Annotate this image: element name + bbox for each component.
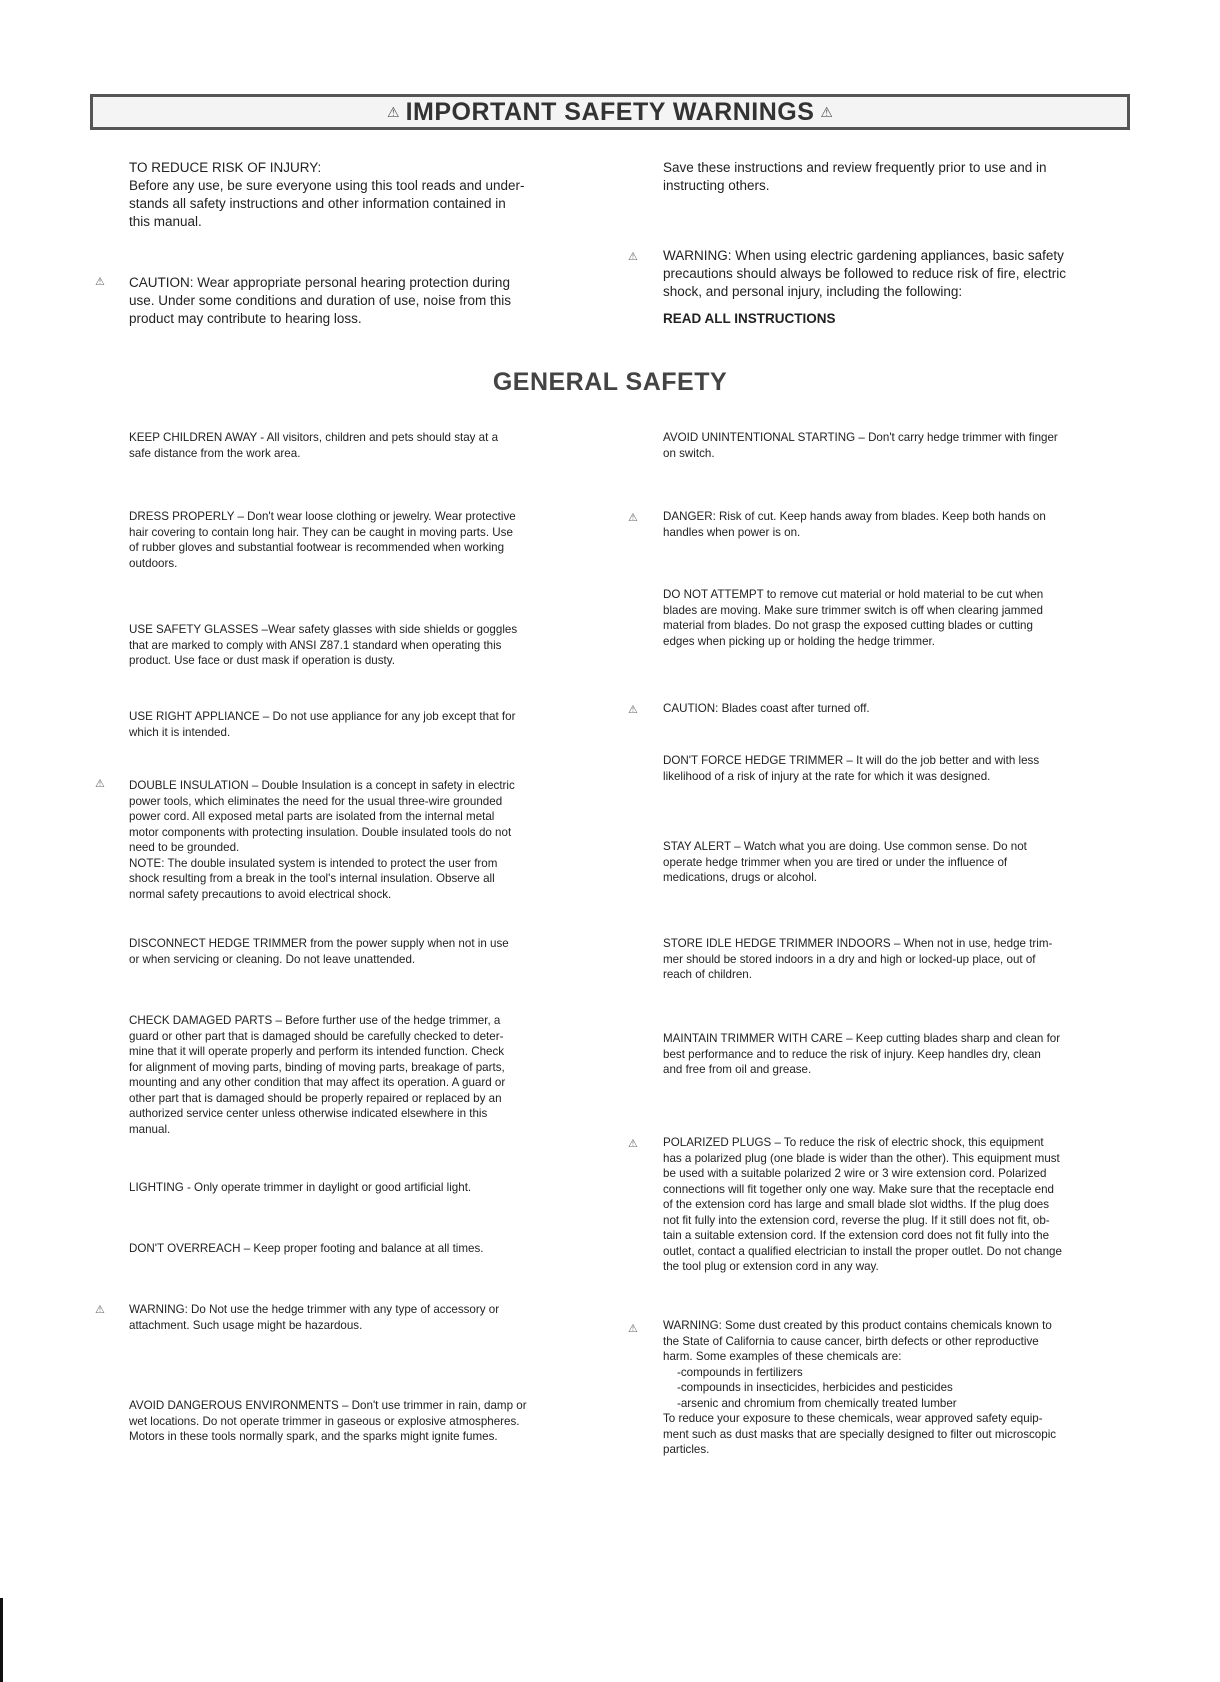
text-line: manual.: [129, 1122, 171, 1136]
text-line: connections will fit together only one way. Make sure that the receptacle end: [663, 1182, 1054, 1196]
text-line: LIGHTING - Only operate trimmer in daylight or good artificial light.: [129, 1181, 472, 1194]
dress-properly: [129, 509, 516, 571]
page-title: IMPORTANT SAFETY WARNINGS: [405, 97, 815, 126]
text-line: instructing others.: [663, 178, 770, 193]
section-title: GENERAL SAFETY: [492, 368, 728, 396]
text-line: has a polarized plug (one blade is wider than the other). This equipment must: [663, 1151, 1060, 1165]
text-line: need to be grounded.: [129, 841, 240, 854]
text-line: CHECK DAMAGED PARTS – Before further use of the hedge trimmer, a: [129, 1014, 501, 1027]
text-line: normal safety precautions to avoid electrical shock.: [129, 887, 392, 901]
text-line: NOTE: The double insulated system is intended to protect the user from: [129, 856, 498, 870]
list-item: -compounds in insecticides, herbicides and pesticides: [677, 1381, 953, 1394]
text-line: which it is intended.: [129, 725, 231, 739]
text-line: CAUTION: Wear appropriate personal hearing protection during: [129, 275, 510, 290]
text-line: DRESS PROPERLY – Don't wear loose clothing or jewelry. Wear protective: [129, 510, 516, 523]
lighting: [129, 1180, 471, 1196]
text-line: product. Use face or dust mask if operation is dusty.: [129, 654, 395, 667]
text-line: DISCONNECT HEDGE TRIMMER from the power supply when not in use: [129, 937, 509, 950]
text-line: DON'T FORCE HEDGE TRIMMER – It will do the job better and with less: [663, 754, 1040, 767]
warning-icon: ⚠: [628, 1323, 638, 1335]
text-line: power cord. All exposed metal parts are isolated from the internal metal: [129, 810, 495, 823]
text-line: To reduce your exposure to these chemicals, wear approved safety equip-: [663, 1412, 1043, 1425]
text-line: outlet, contact a qualified electrician to install the proper outlet. Do not change: [663, 1244, 1062, 1258]
text-line: be used with a suitable polarized 2 wire or 3 wire extension cord. Polarized: [663, 1167, 1047, 1180]
text-line: DO NOT ATTEMPT to remove cut material or hold material to be cut when: [663, 588, 1044, 601]
text-line: reach of children.: [663, 968, 752, 981]
warning-icon: ⚠: [628, 512, 638, 524]
caution-hearing-block: [129, 274, 511, 328]
text-line: USE SAFETY GLASSES –Wear safety glasses with side shields or goggles: [129, 623, 518, 636]
text-line: hair covering to contain long hair. They can be caught in moving parts. Use: [129, 525, 513, 539]
text-line: not fit fully into the extension cord, reverse the plug. If it still does not fit, ob-: [663, 1213, 1050, 1227]
text-line: STAY ALERT – Watch what you are doing. Use common sense. Do not: [663, 840, 1027, 853]
maintain-trimmer-with-care: [663, 1031, 1060, 1078]
polarized-plugs: [663, 1135, 1062, 1275]
warning-icon: ⚠: [95, 276, 105, 288]
store-idle-hedge-trimmer: [663, 936, 1052, 983]
text-line: Save these instructions and review frequently prior to use and in: [663, 160, 1047, 175]
keep-children-away: [129, 430, 498, 461]
text-line: Before any use, be sure everyone using this tool reads and under-: [129, 178, 525, 193]
text-line: tain a suitable extension cord. If the extension cord does not fit fully into the: [663, 1229, 1050, 1242]
scan-edge-mark: [0, 1598, 3, 1682]
double-insulation: [129, 778, 515, 902]
text-line: AVOID DANGEROUS ENVIRONMENTS – Don't use trimmer in rain, damp or: [129, 1399, 527, 1412]
use-safety-glasses: [129, 622, 517, 669]
text-line: likelihood of a risk of injury at the rate for which it was designed.: [663, 769, 991, 783]
avoid-unintentional-starting: [663, 430, 1058, 461]
text-line: material from blades. Do not grasp the exposed cutting blades or cutting: [663, 619, 1033, 632]
warning-icon: ⚠: [95, 1304, 105, 1316]
text-line: stands all safety instructions and other information contained in: [129, 196, 506, 211]
dont-overreach: [129, 1241, 484, 1257]
text-line: wet locations. Do not operate trimmer in gaseous or explosive atmospheres.: [129, 1414, 520, 1428]
text-line: mer should be stored indoors in a dry and high or locked-up place, out of: [663, 952, 1036, 966]
text-line: USE RIGHT APPLIANCE – Do not use appliance for any job except that for: [129, 710, 516, 723]
warning-icon: ⚠: [387, 103, 400, 120]
text-line: shock, and personal injury, including the following:: [663, 284, 963, 299]
text-line: WARNING: Some dust created by this product contains chemicals known to: [663, 1319, 1052, 1332]
text-line: authorized service center unless otherwise indicated elsewhere in this: [129, 1107, 488, 1120]
text-line: outdoors.: [129, 556, 178, 570]
text-line: the State of California to cause cancer, birth defects or other reproductive: [663, 1334, 1039, 1348]
text-line: best performance and to reduce the risk of injury. Keep handles dry, clean: [663, 1047, 1041, 1061]
text-line: of rubber gloves and substantial footwear is recommended when working: [129, 541, 505, 554]
text-line: that are marked to comply with ANSI Z87.1 standard when operating this: [129, 638, 502, 652]
text-line: of the extension cord has large and small blade slot widths. If the plug does: [663, 1198, 1050, 1211]
text-line: handles when power is on.: [663, 525, 801, 539]
safety-warnings-banner: [90, 94, 1130, 130]
text-line: DOUBLE INSULATION – Double Insulation is a concept in safety in electric: [129, 779, 515, 792]
text-line: blades are moving. Make sure trimmer switch is off when clearing jammed: [663, 603, 1043, 617]
save-instructions-block: [663, 159, 1046, 195]
list-item: -compounds in fertilizers: [677, 1365, 803, 1379]
text-line: WARNING: Do Not use the hedge trimmer with any type of accessory or: [129, 1303, 500, 1316]
text-line: particles.: [663, 1443, 710, 1456]
text-line: MAINTAIN TRIMMER WITH CARE – Keep cutting blades sharp and clean for: [663, 1032, 1061, 1045]
text-line: DON'T OVERREACH – Keep proper footing and balance at all times.: [129, 1242, 484, 1255]
text-line: mine that it will operate properly and perform its intended function. Check: [129, 1045, 505, 1058]
text-line: the tool plug or extension cord in any way.: [663, 1260, 879, 1273]
warning-icon: ⚠: [820, 103, 833, 120]
text-line: ment such as dust masks that are specially designed to filter out microscopic: [663, 1427, 1057, 1441]
text-line: this manual.: [129, 214, 202, 229]
text-line: harm. Some examples of these chemicals are:: [663, 1350, 902, 1363]
text-line: DANGER: Risk of cut. Keep hands away from blades. Keep both hands on: [663, 510, 1046, 523]
text-line: motor components with protecting insulation. Double insulated tools do not: [129, 825, 512, 839]
list-item: -arsenic and chromium from chemically treated lumber: [677, 1396, 957, 1410]
warning-icon: ⚠: [628, 1138, 638, 1150]
dont-force-hedge-trimmer: [663, 753, 1039, 784]
text-line: POLARIZED PLUGS – To reduce the risk of electric shock, this equipment: [663, 1136, 1044, 1149]
do-not-attempt: [663, 587, 1043, 649]
avoid-dangerous-environments: [129, 1398, 527, 1445]
warning-electric-block: [663, 247, 1066, 301]
warning-dust-chemicals: [663, 1318, 1056, 1458]
use-right-appliance: [129, 709, 515, 740]
text-line: and free from oil and grease.: [663, 1063, 812, 1076]
text-line: WARNING: When using electric gardening appliances, basic safety: [663, 248, 1064, 263]
text-line: medications, drugs or alcohol.: [663, 871, 818, 884]
disconnect-hedge-trimmer: [129, 936, 509, 967]
text-line: on switch.: [663, 446, 715, 460]
text-line: product may contribute to hearing loss.: [129, 311, 362, 326]
text-line: guard or other part that is damaged should be carefully checked to deter-: [129, 1029, 504, 1043]
text-line: attachment. Such usage might be hazardous.: [129, 1318, 363, 1332]
stay-alert: [663, 839, 1027, 886]
text-line: for alignment of moving parts, binding of moving parts, breakage of parts,: [129, 1060, 505, 1074]
text-line: precautions should always be followed to reduce risk of fire, electric: [663, 266, 1066, 281]
text-line: safe distance from the work area.: [129, 446, 301, 460]
text-line: mounting and any other condition that may affect its operation. A guard or: [129, 1076, 506, 1089]
text-line: use. Under some conditions and duration of use, noise from this: [129, 293, 511, 308]
text-line: STORE IDLE HEDGE TRIMMER INDOORS – When not in use, hedge trim-: [663, 937, 1053, 950]
text-line: power tools, which eliminates the need for the usual three-wire grounded: [129, 794, 503, 808]
caution-blades-coast: [663, 701, 870, 717]
check-damaged-parts: [129, 1013, 505, 1137]
text-line: other part that is damaged should be properly repaired or replaced by an: [129, 1091, 502, 1105]
warning-accessory: [129, 1302, 499, 1333]
warning-icon: ⚠: [628, 251, 638, 263]
danger-risk-of-cut: [663, 509, 1046, 540]
text-line: AVOID UNINTENTIONAL STARTING – Don't carry hedge trimmer with finger: [663, 431, 1058, 444]
warning-icon: ⚠: [95, 778, 105, 790]
text-line: Motors in these tools normally spark, and the sparks might ignite fumes.: [129, 1430, 498, 1443]
reduce-risk-title: TO REDUCE RISK OF INJURY:: [129, 160, 322, 175]
text-line: edges when picking up or holding the hedge trimmer.: [663, 634, 935, 648]
read-all-instructions: READ ALL INSTRUCTIONS: [663, 311, 836, 326]
reduce-risk-block: [129, 159, 525, 231]
text-line: or when servicing or cleaning. Do not leave unattended.: [129, 952, 416, 966]
warning-icon: ⚠: [628, 704, 638, 716]
text-line: shock resulting from a break in the tool's internal insulation. Observe all: [129, 872, 495, 885]
text-line: KEEP CHILDREN AWAY - All visitors, children and pets should stay at a: [129, 431, 499, 444]
text-line: CAUTION: Blades coast after turned off.: [663, 702, 870, 715]
text-line: operate hedge trimmer when you are tired or under the influence of: [663, 855, 1008, 869]
